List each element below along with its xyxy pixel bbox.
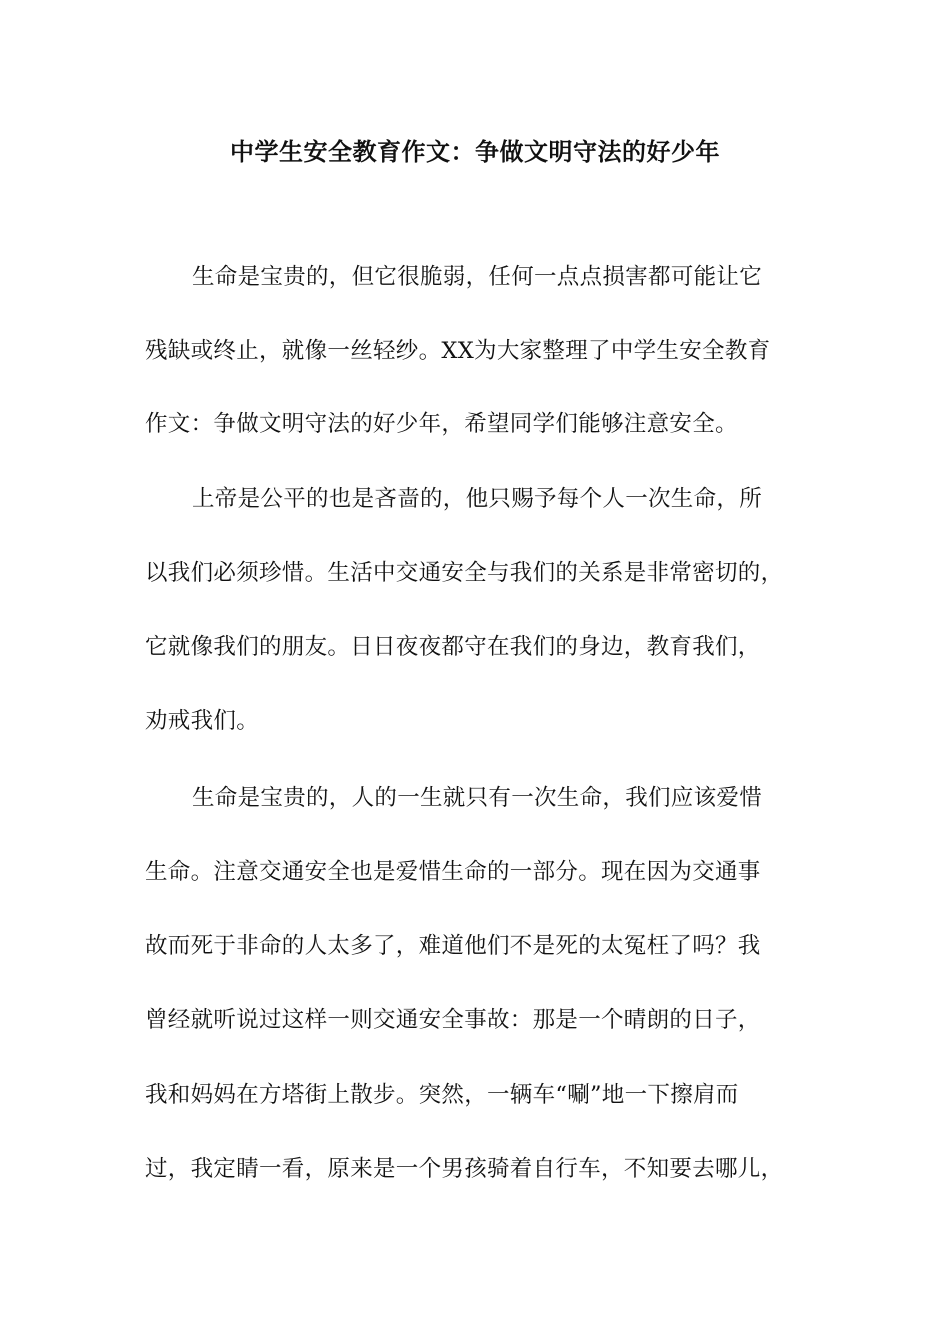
paragraph-line: 作文：争做文明守法的好少年，希望同学们能够注意安全。: [145, 411, 738, 437]
paragraph-line: 我和妈妈在方塔街上散步。突然，一辆车“唰”地一下擦肩而: [145, 1082, 739, 1108]
paragraph-line: 它就像我们的朋友。日日夜夜都守在我们的身边，教育我们，: [145, 634, 761, 660]
paragraph-line: 过，我定睛一看，原来是一个男孩骑着自行车，不知要去哪儿，: [145, 1156, 784, 1182]
document-title: 中学生安全教育作文：争做文明守法的好少年: [230, 138, 720, 166]
paragraph-line: 生命是宝贵的，人的一生就只有一次生命，我们应该爱惜: [192, 785, 763, 811]
paragraph-line: 故而死于非命的人太多了，难道他们不是死的太冤枉了吗？我: [145, 933, 761, 959]
paragraph-line: 残缺或终止，就像一丝轻纱。XX为大家整理了中学生安全教育: [145, 338, 771, 364]
paragraph-line: 生命是宝贵的，但它很脆弱，任何一点点损害都可能让它: [192, 264, 763, 290]
paragraph-line: 上帝是公平的也是吝啬的，他只赐予每个人一次生命，所: [192, 486, 763, 512]
paragraph-line: 以我们必须珍惜。生活中交通安全与我们的关系是非常密切的，: [145, 560, 784, 586]
paragraph-line: 曾经就听说过这样一则交通安全事故：那是一个晴朗的日子，: [145, 1007, 761, 1033]
paragraph-line: 劝戒我们。: [145, 708, 260, 734]
paragraph-line: 生命。注意交通安全也是爱惜生命的一部分。现在因为交通事: [145, 859, 761, 885]
